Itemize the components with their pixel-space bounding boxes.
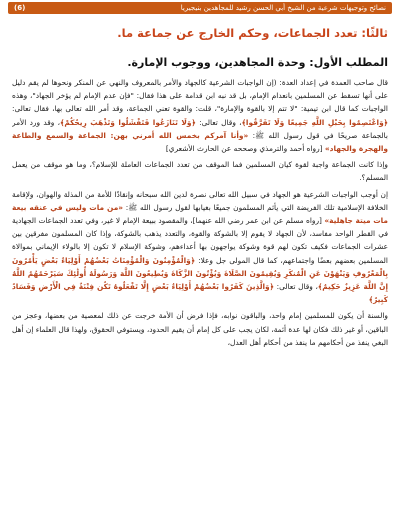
quoted-text: ﴿وَاعْتَصِمُوا بِحَبْلِ اللَّهِ جَمِيعًا وَلَا تَفَرَّقُوا﴾ xyxy=(241,117,388,127)
paragraph-text: [رواه أحمد والترمذي وصححه عن الحارث الأشعري] xyxy=(165,144,325,154)
paragraph xyxy=(12,158,388,184)
paragraph-text: قال صاحب العمدة في إعداد العدة: (إن الواجبات الشرعية كالجهاد والأمر بالمعروف والنهي عن المنكر ونحوها لم يقم دليل على أنها تسقط عن المسلمين بانعدام الإمام، بل قد نبه ابن قدامة على هذا فقال: "فإن عدم الإمام لم يؤخر الجهاد"، وهذه الواجبات كما قال ابن تيمية: "لا تتم إلا بالقوة والإمارة"، قلت: والقوة تعني الجماعة، وقد أمر الله تعالى بها، فقال تعالى: xyxy=(12,78,388,114)
header-text: نصائح وتوجيهات شرعية من الشيخ أبي الحسن رشيد للمجاهدين بنيجيريا xyxy=(180,4,386,12)
paragraph-text: إن أوجب الواجبات الشرعية هو الجهاد في سبيل الله تعالى نصرة لدين الله سبحانه وإنقاذًا للأمة من المذلة والهوان، ولإقامة الخلافة الإسلامية تلك الفريضة التي يأثم المسلمون جميعًا بغيابها لقول رسول الله ﷺ: xyxy=(12,189,388,212)
page-header-bar xyxy=(8,2,392,14)
quoted-text: ﴿وَلَا تَنَازَعُوا فَتَفْشَلُوا وَتَذْهَبَ رِيحُكُمْ﴾ xyxy=(60,117,196,127)
quoted-text: ﴿وَالَّذِينَ كَفَرُوا بَعْضُهُمْ أَوْلِيَاءُ بَعْضٍ إِلَّا تَفْعَلُوهُ تَكُن فِتْنَةٌ فِي الْأَرْضِ وَفَسَادٌ كَبِيرٌ﴾ xyxy=(12,282,388,305)
paragraph-text: وإذا كانت الجماعة واجبة لقوة كيان المسلمين فما الموقف من تعدد الجماعات العاملة للإسلام؟، وما هو موقف من يعمل المسلم؟. xyxy=(12,160,388,183)
quoted-text: «من مات وليس في عنقه بيعة مات ميتة جاهلية» xyxy=(12,202,388,226)
paragraph-text: والسنة أن يكون للمسلمين إمام واحد، والباقون نوابه، فإذا فرض أن الأمة خرجت عن ذلك لمعصية من بعضها، وعجز من الباقين، أو غير ذلك فكان لها عدة أئمة، لكان يجب على كل إمام أن يقيم الحدود، ويستوفي الحقوق، ولهذا قال العلماء إن أهل البغي ينفذ من أحكامهم ما ينفذ من أحكام أهل العدل، xyxy=(12,311,388,347)
quoted-text: «وأنا آمركم بخمس الله أمرني بهن: الجماعة والسمع والطاعة والهجرة والجهاد» xyxy=(12,130,388,154)
paragraph-text: ، وقال تعالى: xyxy=(273,282,318,292)
paragraph xyxy=(12,309,388,349)
body-text xyxy=(12,76,388,512)
section-title: ثالثًا: تعدد الجماعات، وحكم الخارج عن جماعة ما. xyxy=(117,26,388,40)
subheading: المطلب الأول: وحدة المجاهدين، ووجوب الإمارة. xyxy=(127,56,388,69)
paragraph xyxy=(12,188,388,307)
paragraph-text: [رواه مسلم عن ابن عمر رضي الله عنهما]، والمقصود ببيعة الإمام لا غير، وفي تعدد الجماعات الجهادية في القطر الواحد مفاسد، لأن الجهاد لا يقوم إلا بالشوكة والقوة، والتعدد يذهب بالشوكة، وإذا كان المسلمون مفرقين بين عشرات الجماعات فكيف تكون لهم قوة وشوكة يواجهون بها أعداءهم، وشوكة الإسلام لا تكون إلا بالولاء الإيماني بموالاة المسلمين بعضهم بعضًا واجتماعهم، كما قال المولى جل وعلا: xyxy=(12,216,388,265)
paragraph xyxy=(12,76,388,155)
paragraph-text: ، وقد ورد الأمر بالجماعة صريحًا في قول رسول الله ﷺ: xyxy=(12,117,388,140)
page-number: (6) xyxy=(14,4,26,12)
paragraph-text: ، وقال تعالى: xyxy=(195,117,242,127)
quoted-text: ﴿وَالْمُؤْمِنُونَ وَالْمُؤْمِنَاتُ بَعْضُهُمْ أَوْلِيَاءُ بَعْضٍ يَأْمُرُونَ بِالْمَعْرُوفِ وَيَنْهَوْنَ عَنِ الْمُنكَرِ وَيُقِيمُونَ الصَّلَاةَ وَيُؤْتُونَ الزَّكَاةَ وَيُطِيعُونَ اللَّهَ وَرَسُولَهُ أُولَٰئِكَ سَيَرْحَمُهُمُ اللَّهُ إِنَّ اللَّهَ عَزِيزٌ حَكِيمٌ﴾ xyxy=(12,255,388,292)
